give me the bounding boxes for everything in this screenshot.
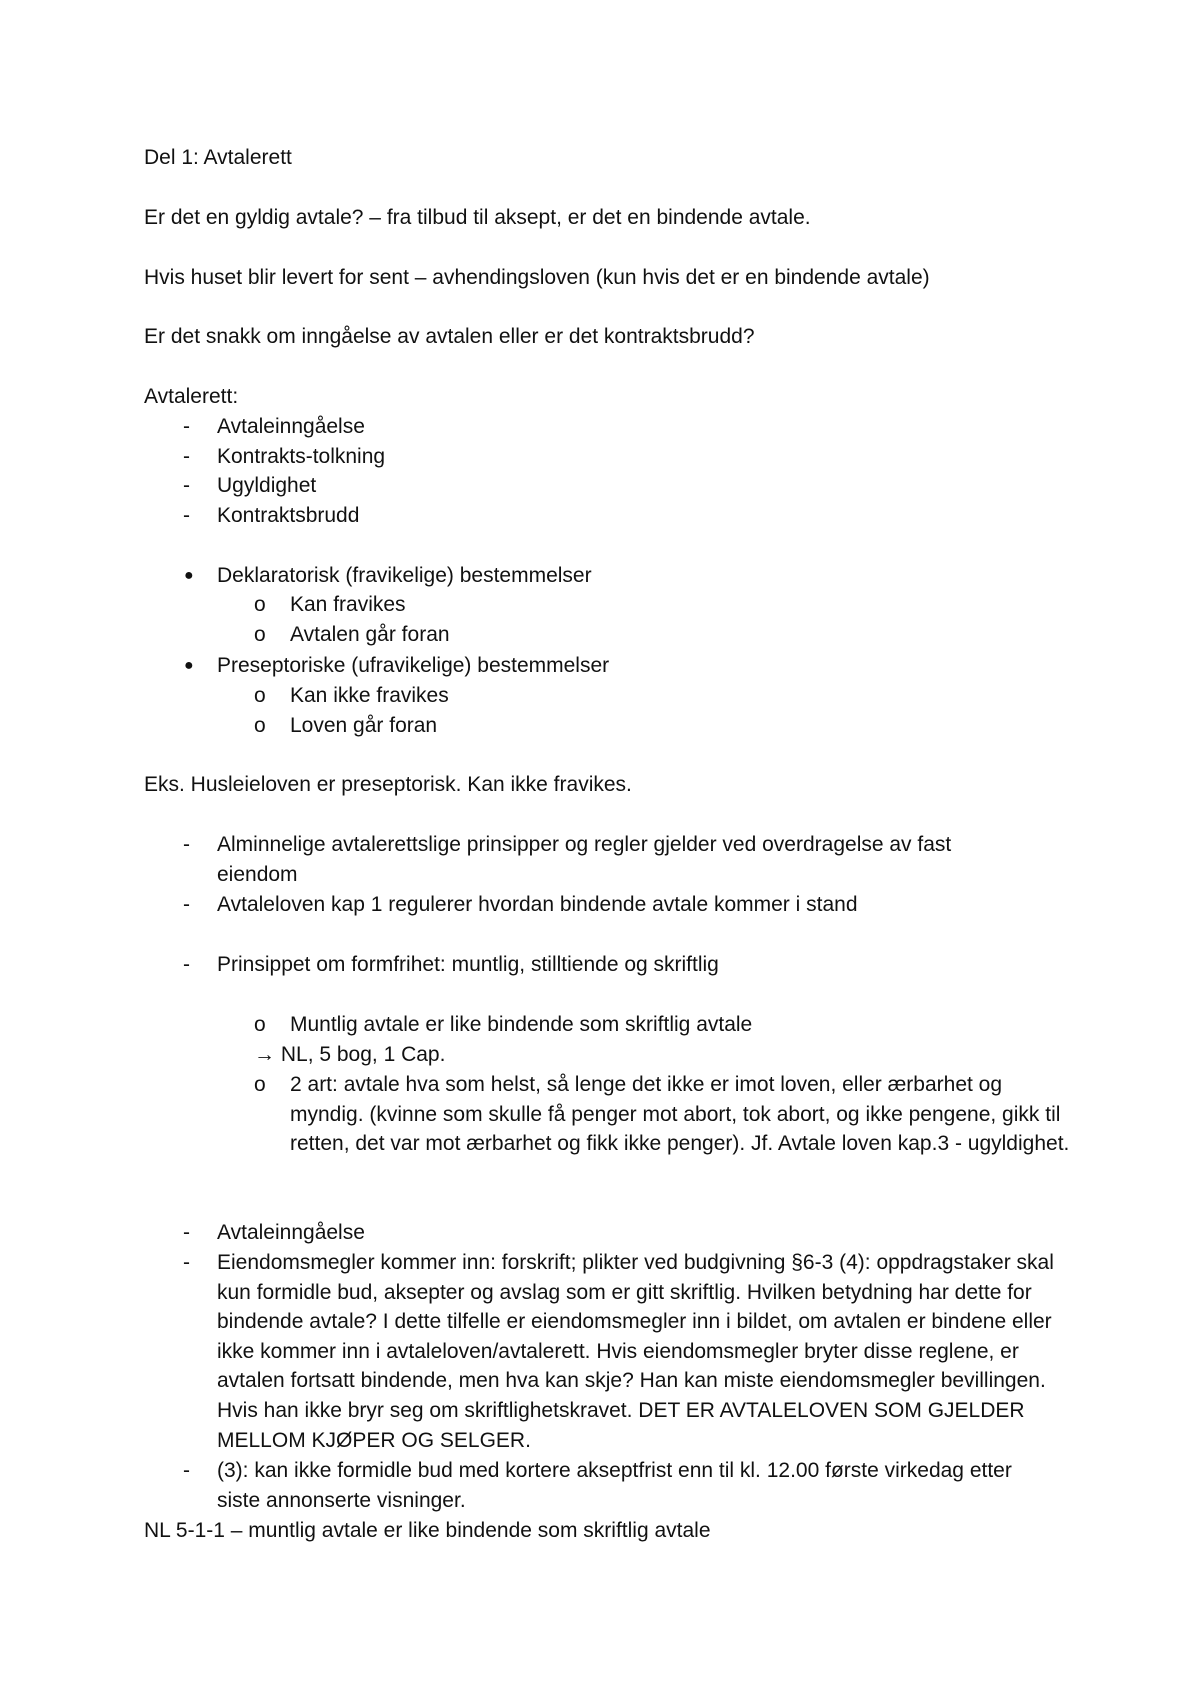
paragraph-levert-for-sent: Hvis huset blir levert for sent – avhendingsloven (kun hvis det er en bindende avtale) [144, 266, 930, 289]
sub-item: Loven går foran [290, 714, 438, 737]
circle-marker: o [254, 684, 266, 707]
list-item-akseptfrist: (3): kan ikke formidle bud med kortere akseptfrist enn til kl. 12.00 første virkedag etter siste annonserte visninger. [217, 1459, 1012, 1512]
arrow-line [254, 1040, 445, 1070]
sub-item-muntlig: Muntlig avtale er like bindende som skriftlig avtale [290, 1013, 753, 1036]
circle-marker: o [254, 593, 266, 616]
arrow-icon: → [254, 1043, 275, 1066]
paragraph-eks: Eks. Husleieloven er preseptorisk. Kan ikke fravikes. [144, 773, 632, 796]
dash-marker: - [183, 833, 190, 856]
paragraph-inngaelse: Er det snakk om inngåelse av avtalen eller er det kontraktsbrudd? [144, 325, 755, 348]
arrow-text: NL, 5 bog, 1 Cap. [280, 1043, 446, 1066]
list-item: Kontrakts-tolkning [217, 445, 386, 468]
list-item: Avtaleloven kap 1 regulerer hvordan bindende avtale kommer i stand [217, 893, 858, 916]
list-item: Alminnelige avtalerettslige prinsipper og regler gjelder ved overdragelse av fast eiendom [217, 833, 952, 886]
final-paragraph: NL 5-1-1 – muntlig avtale er like bindende som skriftlig avtale [144, 1519, 711, 1542]
list-item: Avtaleinngåelse [217, 415, 365, 438]
dash-marker: - [183, 445, 190, 468]
dash-marker: - [183, 1459, 190, 1482]
circle-marker: o [254, 714, 266, 737]
dash-marker: - [183, 474, 190, 497]
list-item: Prinsippet om formfrihet: muntlig, stilltiende og skriftlig [217, 953, 719, 976]
dash-marker: - [183, 953, 190, 976]
circle-marker: o [254, 1073, 266, 1096]
sub-item: Avtalen går foran [290, 623, 450, 646]
paragraph-gyldig-avtale: Er det en gyldig avtale? – fra tilbud til aksept, er det en bindende avtale. [144, 206, 811, 229]
sub-item: Kan ikke fravikes [290, 684, 449, 707]
dash-marker: - [183, 1251, 190, 1274]
bullet-item-deklaratorisk: Deklaratorisk (fravikelige) bestemmelser [217, 564, 592, 587]
sub-item-2-art: 2 art: avtale hva som helst, så lenge det ikke er imot loven, eller ærbarhet og myndig. (kvinne som skulle få penger mot abort, tok abort, og ikke pengene, gikk til retten, det var mot ærbarhet og fikk ikke penger). Jf. Avtale loven kap.3 - ugyldighet. [290, 1073, 1070, 1156]
circle-marker: o [254, 1013, 266, 1036]
sub-item: Kan fravikes [290, 593, 406, 616]
dash-marker: - [183, 504, 190, 527]
list-item: Avtaleinngåelse [217, 1221, 365, 1244]
list-item: Ugyldighet [217, 474, 317, 497]
bullet-marker: ● [184, 567, 194, 584]
list-item-eiendomsmegler: Eiendomsmegler kommer inn: forskrift; plikter ved budgivning §6-3 (4): oppdragstaker skal kun formidle bud, aksepter og avslag som er gitt skriftlig. Hvilken betydning har dette for bindende avtale? I dette tilfelle er eiendomsmegler inn i bildet, om avtalen er bindene eller ikke kommer inn i avtaleloven/avtalerett. Hvis eiendomsmegler bryter disse reglene, er avtalen fortsatt bindende, men hva kan skje? Han kan miste eiendomsmegler bevillingen. Hvis han ikke bryr seg om skriftlighetskravet. DET ER AVTALELOVEN SOM GJELDER MELLOM KJØPER OG SELGER. [217, 1251, 1054, 1452]
heading: Del 1: Avtalerett [144, 146, 292, 169]
bullet-item-preseptoriske: Preseptoriske (ufravikelige) bestemmelser [217, 654, 610, 677]
circle-marker: o [254, 623, 266, 646]
dash-marker: - [183, 893, 190, 916]
list-item: Kontraktsbrudd [217, 504, 360, 527]
dash-marker: - [183, 415, 190, 438]
bullet-marker: ● [184, 657, 194, 674]
dash-marker: - [183, 1221, 190, 1244]
avtalerett-title: Avtalerett: [144, 385, 239, 408]
